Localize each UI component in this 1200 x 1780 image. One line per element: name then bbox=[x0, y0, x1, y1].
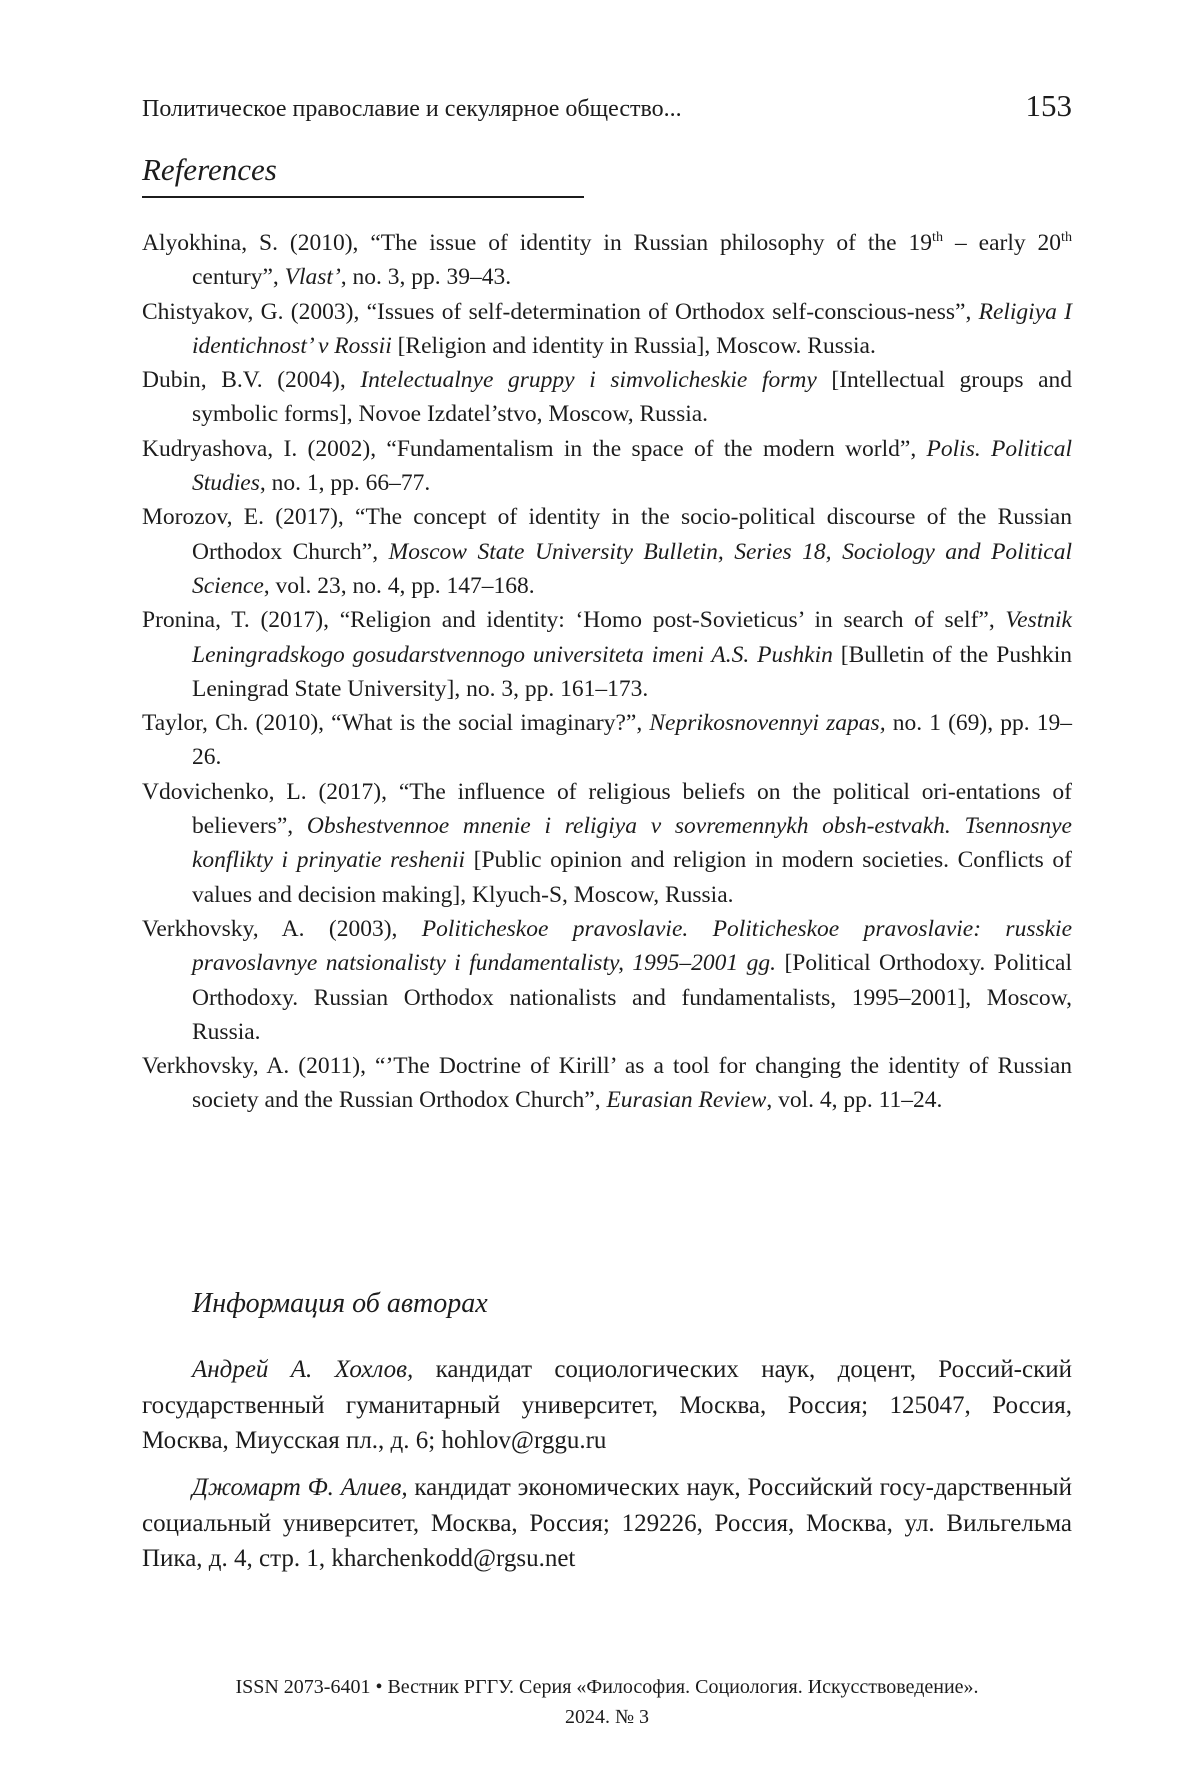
reference-item bbox=[142, 912, 1072, 1049]
reference-item bbox=[142, 363, 1072, 432]
journal-footer bbox=[142, 1672, 1072, 1732]
reference-item bbox=[142, 226, 1072, 295]
reference-source: Obshestvennoe mnenie i religiya v sovremennykh obsh-estvakh. Tsennosnye konflikty i prinyatie reshenii bbox=[192, 813, 1072, 873]
reference-list bbox=[142, 226, 1072, 1118]
reference-item bbox=[142, 603, 1072, 706]
journal-page bbox=[142, 0, 1072, 1780]
reference-item bbox=[142, 706, 1072, 775]
footer-issue-line: 2024. № 3 bbox=[142, 1702, 1072, 1732]
author-details: кандидат экономических наук, Российский госу-дарственный социальный университет, Москва, Россия; 129226, Россия, Москва, ул. Вильгельма Пика, д. 4, стр. 1, kharchenkodd@rgsu.net bbox=[142, 1474, 1072, 1572]
reference-source: Eurasian Review bbox=[606, 1087, 766, 1113]
reference-item bbox=[142, 1049, 1072, 1118]
reference-item bbox=[142, 500, 1072, 603]
author-info bbox=[142, 1470, 1072, 1577]
reference-source: Neprikosnovennyi zapas, bbox=[649, 710, 885, 736]
reference-text: [Bulletin of the Pushkin Leningrad State University], no. 3, pp. 161–173. bbox=[192, 642, 1072, 702]
author-details: кандидат социологических наук, доцент, Россий-ский государственный гуманитарный университет, Москва, Россия; 125047, Россия, Москва, Миусская пл., д. 6; hohlov@rggu.ru bbox=[142, 1356, 1072, 1454]
reference-text: Kudryashova, I. (2002), “Fundamentalism in the space of the modern world”, bbox=[142, 436, 927, 462]
author-name: Андрей А. Хохлов, bbox=[192, 1356, 413, 1383]
references-underline bbox=[142, 196, 584, 198]
reference-text: century”, bbox=[192, 264, 285, 290]
superscript: th bbox=[932, 229, 943, 245]
references-heading: References bbox=[142, 152, 277, 188]
reference-text: , no. 1, pp. 66–77. bbox=[260, 470, 430, 496]
reference-source: Politicheskoe pravoslavie. Politicheskoe pravoslavie: russkie pravoslavnye natsionalisty i fundamentalisty, 1995–2001 gg. bbox=[192, 916, 1072, 976]
reference-source: Vestnik Leningradskogo gosudarstvennogo universiteta imeni A.S. Pushkin bbox=[192, 607, 1072, 667]
reference-text: , vol. 4, pp. 11–24. bbox=[766, 1087, 942, 1113]
reference-text: Verkhovsky, A. (2011), “’The Doctrine of Kirill’ as a tool for changing the identity of Russian society and the Russian Orthodox Church”, bbox=[142, 1053, 1072, 1113]
reference-text: [Religion and identity in Russia], Moscow. Russia. bbox=[392, 333, 876, 359]
reference-item bbox=[142, 775, 1072, 912]
reference-text: no. 1 (69), pp. 19–26. bbox=[192, 710, 1072, 770]
reference-source: Vlast’ bbox=[285, 264, 341, 290]
reference-text: Chistyakov, G. (2003), “Issues of self-determination of Orthodox self-conscious-ness”, bbox=[142, 299, 979, 325]
reference-text: Vdovichenko, L. (2017), “The influence of religious beliefs on the political ori-entations of believers”, bbox=[142, 779, 1072, 839]
reference-text: Verkhovsky, A. (2003), bbox=[142, 916, 422, 942]
reference-text: , no. 3, pp. 39–43. bbox=[341, 264, 511, 290]
reference-source: Intelectualnye gruppy i simvolicheskie formy bbox=[360, 367, 816, 393]
author-info bbox=[142, 1352, 1072, 1459]
reference-item bbox=[142, 432, 1072, 501]
reference-text: Alyokhina, S. (2010), “The issue of identity in Russian philosophy of the 19 bbox=[142, 230, 932, 256]
reference-source: Moscow State University Bulletin, Series 18, Sociology and Political Science bbox=[192, 539, 1072, 599]
authors-heading: Информация об авторах bbox=[192, 1288, 488, 1320]
reference-source: Polis. Political Studies bbox=[192, 436, 1072, 496]
running-header bbox=[142, 88, 1072, 128]
reference-text: [Intellectual groups and symbolic forms], Novoe Izdatel’stvo, Moscow, Russia. bbox=[192, 367, 1072, 427]
reference-item bbox=[142, 295, 1072, 364]
author-name: Джомарт Ф. Алиев, bbox=[192, 1474, 408, 1501]
footer-issn-line: ISSN 2073-6401 • Вестник РГГУ. Серия «Философия. Социология. Искусствоведение». bbox=[142, 1672, 1072, 1702]
reference-text: , vol. 23, no. 4, pp. 147–168. bbox=[264, 573, 535, 599]
reference-text: – early 20 bbox=[943, 230, 1061, 256]
reference-source: Religiya I identichnost’ v Rossii bbox=[192, 299, 1072, 359]
reference-text: Morozov, E. (2017), “The concept of identity in the socio-political discourse of the Russian Orthodox Church”, bbox=[142, 504, 1072, 564]
page-number: 153 bbox=[1026, 88, 1073, 124]
running-title: Политическое православие и секулярное общество... bbox=[142, 96, 682, 123]
reference-text: [Public opinion and religion in modern societies. Conflicts of values and decision making], Klyuch-S, Moscow, Russia. bbox=[192, 847, 1072, 907]
reference-text: Pronina, T. (2017), “Religion and identity: ‘Homo post-Sovieticus’ in search of self”, bbox=[142, 607, 1005, 633]
superscript: th bbox=[1061, 229, 1072, 245]
reference-text: [Political Orthodoxy. Political Orthodoxy. Russian Orthodox nationalists and fundamentalists, 1995–2001], Moscow, Russia. bbox=[192, 950, 1072, 1045]
reference-text: Dubin, B.V. (2004), bbox=[142, 367, 360, 393]
reference-text: Taylor, Ch. (2010), “What is the social imaginary?”, bbox=[142, 710, 649, 736]
